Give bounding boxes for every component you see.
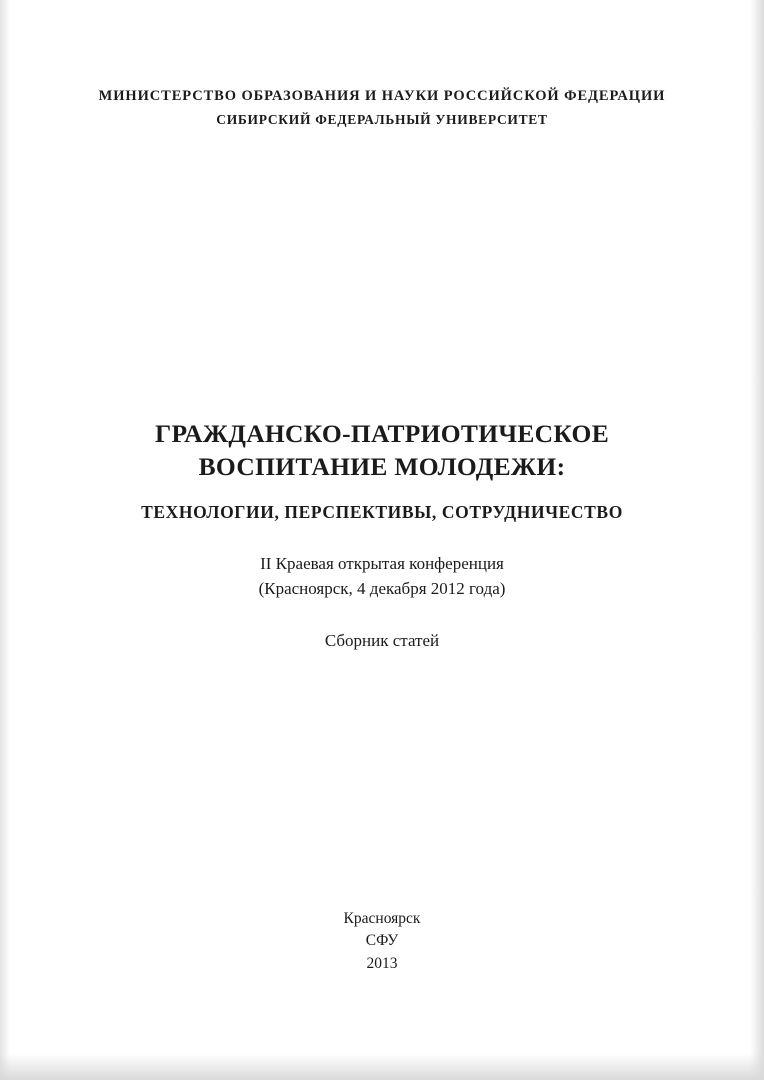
imprint-year: 2013 [366, 954, 398, 972]
imprint-city: Красноярск [343, 910, 421, 927]
page-subtitle: ТЕХНОЛОГИИ, ПЕРСПЕКТИВЫ, СОТРУДНИЧЕСТВО [141, 502, 623, 523]
conference-info [0, 552, 764, 601]
page-title-line-2: ВОСПИТАНИЕ МОЛОДЕЖИ: [198, 451, 566, 481]
page-title-line-1: ГРАЖДАНСКО-ПАТРИОТИЧЕСКОЕ [155, 419, 609, 448]
imprint-publisher: СФУ [365, 932, 399, 950]
conference-place-date: (Красноярск, 4 декабря 2012 года) [258, 578, 506, 598]
university-name: СИБИРСКИЙ ФЕДЕРАЛЬНЫЙ УНИВЕРСИТЕТ [216, 111, 548, 127]
publication-type: Сборник статей [324, 630, 440, 650]
title-section [0, 418, 764, 651]
publisher-header [0, 86, 764, 128]
imprint [0, 908, 764, 975]
scan-edge-bottom [0, 1054, 764, 1080]
page-title [0, 418, 764, 483]
ministry-name: МИНИСТЕРСТВО ОБРАЗОВАНИЯ И НАУКИ РОССИЙСКОЙ ФЕДЕРАЦИИ [98, 88, 666, 104]
conference-name: II Краевая открытая конференция [260, 554, 504, 574]
